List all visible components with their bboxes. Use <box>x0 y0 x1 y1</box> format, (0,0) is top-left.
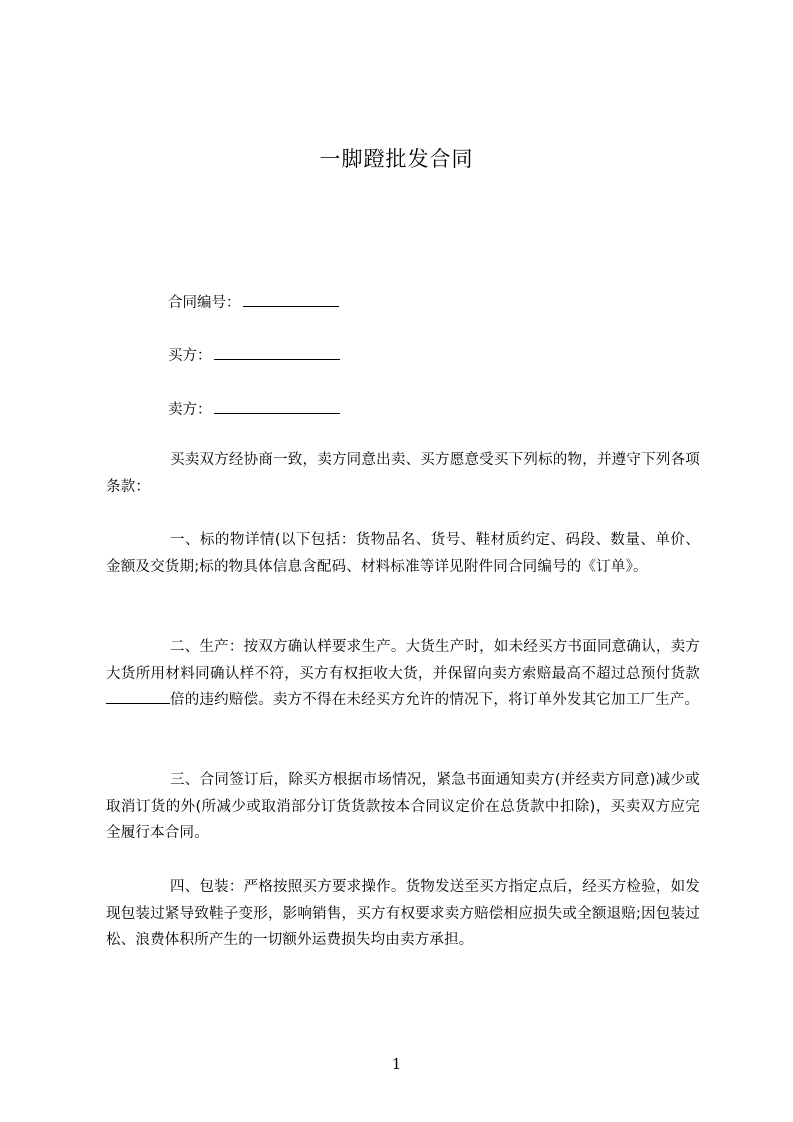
clause-1-paragraph: 一、标的物详情(以下包括：货物品名、货号、鞋材质约定、码段、数量、单价、金额及交货期;标的物具体信息含配码、材料标准等详见附件同合同编号的《订单》。 <box>106 532 700 575</box>
clause-2-paragraph <box>106 634 700 714</box>
seller-blank <box>214 399 340 414</box>
seller-label: 卖方： <box>168 402 212 418</box>
clause-2-text-part1: 二、生产：按双方确认样要求生产。大货生产时，如未经买方书面同意确认，卖方大货所用材料同确认样不符，买方有权拒收大货，并保留向卖方索赔最高不超过总预付货款 <box>106 639 700 682</box>
clause-3-paragraph: 三、合同签订后，除买方根据市场情况，紧急书面通知卖方(并经卖方同意)减少或取消订货的外(所减少或取消部分订货货款按本合同议定价在总货款中扣除)，买卖双方应完全履行本合同。 <box>106 772 700 841</box>
contract-number-label: 合同编号： <box>168 295 241 311</box>
clause-2-text-part2: 倍的违约赔偿。卖方不得在未经买方允许的情况下，将订单外发其它加工厂生产。 <box>170 692 700 708</box>
document-title: 一脚蹬批发合同 <box>319 147 474 171</box>
buyer-label: 买方： <box>168 348 212 364</box>
contract-number-blank <box>243 292 339 307</box>
contract-number-field <box>168 292 339 313</box>
seller-field <box>168 399 340 420</box>
buyer-field <box>168 345 340 366</box>
page-number: 1 <box>391 1055 402 1073</box>
clause-4-paragraph: 四、包装：严格按照买方要求操作。货物发送至买方指定点后，经买方检验，如发现包装过紧导致鞋子变形，影响销售，买方有权要求卖方赔偿相应损失或全额退赔;因包装过松、浪费体积所产生的一切额外运费损失均由卖方承担。 <box>106 879 700 948</box>
intro-paragraph: 买卖双方经协商一致，卖方同意出卖、买方愿意受买下列标的物，并遵守下列各项条款： <box>106 452 700 495</box>
penalty-multiple-blank <box>106 689 170 704</box>
buyer-blank <box>214 345 340 360</box>
